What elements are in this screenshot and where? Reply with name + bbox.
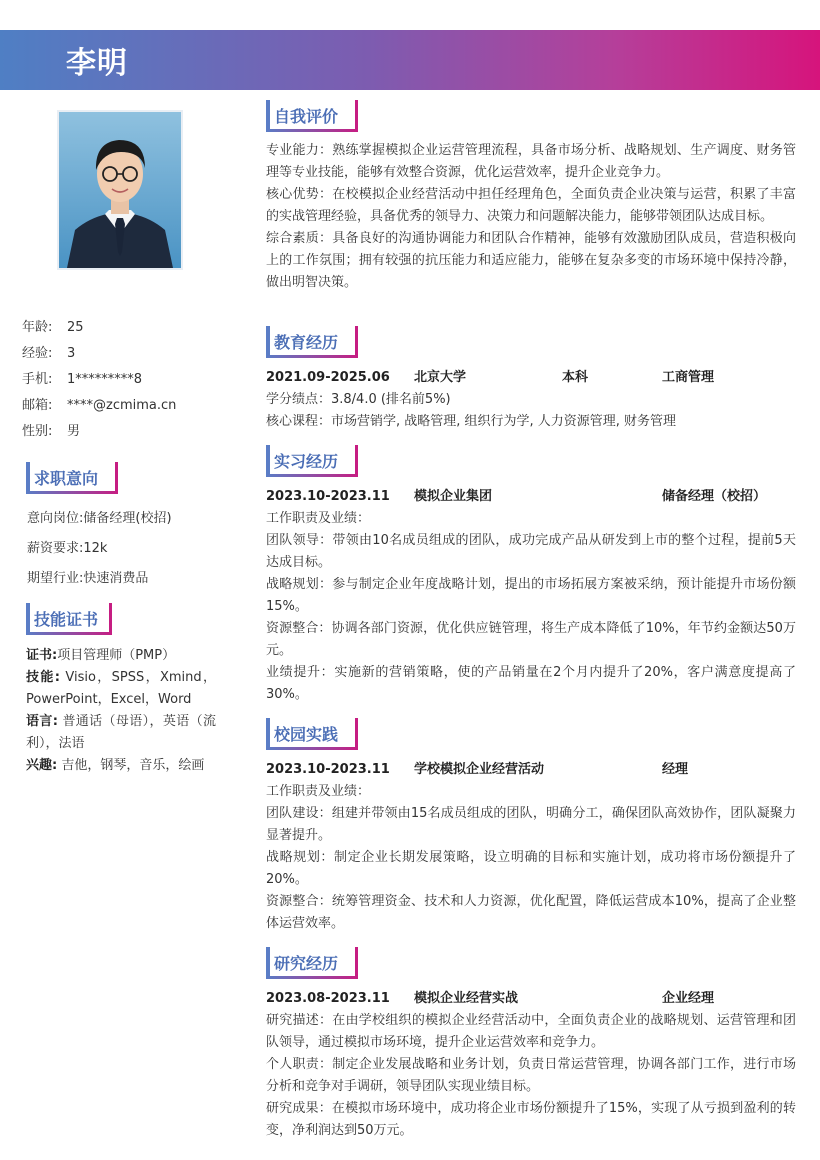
education-section-heading: [266, 326, 358, 362]
intent-value: 12k: [83, 541, 108, 556]
profile-row-email: [22, 398, 222, 424]
profile-value: 3: [67, 346, 76, 361]
internship-role: 储备经理（校招）: [662, 489, 767, 504]
profile-info: [22, 320, 222, 450]
internship-entry-header: [266, 486, 796, 508]
education-school: 北京大学: [414, 370, 467, 385]
skill-item-interest: [26, 755, 216, 777]
campus-detail: 战略规划：制定企业长期发展策略，设立明确的目标和实施计划，成功将市场份额提升了20%。: [266, 850, 796, 887]
skill-label: 语言:: [26, 714, 58, 729]
candidate-name: 李明: [66, 46, 128, 81]
campus-body: [266, 759, 796, 935]
profile-value: ****@zcmima.cn: [67, 398, 177, 413]
skill-item-certificate: [26, 645, 216, 667]
campus-date: 2023.10-2023.11: [266, 762, 390, 777]
profile-value: 男: [67, 424, 81, 439]
internship-section-heading: [266, 445, 358, 481]
profile-row-phone: [22, 372, 222, 398]
skill-item-skills: [26, 667, 216, 711]
profile-label: 性别:: [22, 424, 53, 439]
skills-title: 技能证书: [34, 610, 99, 629]
profile-row-age: [22, 320, 222, 346]
intent-row-industry: [27, 570, 172, 600]
header-banner: [0, 30, 820, 90]
intent-label: 意向岗位:: [27, 511, 84, 526]
self-eval-section-heading: [266, 100, 358, 136]
research-detail: 研究成果：在模拟市场环境中，成功将企业市场份额提升了15%，实现了从亏损到盈利的转变，净利润达到50万元。: [266, 1101, 796, 1138]
campus-role: 经理: [662, 762, 689, 777]
skill-value: Visio，SPSS，Xmind，PowerPoint，Excel，Word: [26, 670, 216, 707]
education-detail: 核心课程：市场营销学, 战略管理, 组织行为学, 人力资源管理, 财务管理: [266, 414, 677, 429]
skill-value: 普通话（母语），英语（流利），法语: [26, 714, 216, 751]
internship-detail: 团队领导：带领由10名成员组成的团队，成功完成产品从研发到上市的整个过程，提前5天达成目标。: [266, 533, 796, 570]
skill-label: 技能:: [26, 670, 60, 685]
skills-list: [26, 645, 216, 777]
skill-label: 证书:: [26, 648, 58, 663]
education-entry-header: [266, 367, 796, 389]
profile-photo: [57, 110, 183, 270]
internship-detail: 战略规划：参与制定企业年度战略计划，提出的市场拓展方案被采纳，预计能提升市场份额15%。: [266, 577, 796, 614]
research-role: 企业经理: [662, 991, 715, 1006]
self-eval-title: 自我评价: [274, 107, 339, 126]
self-eval-paragraph: 专业能力：熟练掌握模拟企业运营管理流程，具备市场分析、战略规划、生产调度、财务管理等专业技能，能够有效整合资源，优化运营效率，提升企业竞争力。: [266, 143, 796, 180]
intent-row-position: [27, 510, 172, 540]
education-date: 2021.09-2025.06: [266, 370, 390, 385]
internship-body: [266, 486, 796, 706]
intent-row-salary: [27, 540, 172, 570]
campus-detail: 资源整合：统筹管理资金、技术和人力资源，优化配置，降低运营成本10%，提高了企业整体运营效率。: [266, 894, 796, 931]
portrait-illustration: [59, 112, 181, 268]
research-detail: 个人职责：制定企业发展战略和业务计划，负责日常运营管理，协调各部门工作，进行市场分析和竞争对手调研，领导团队实现业绩目标。: [266, 1057, 796, 1094]
research-body: [266, 988, 796, 1142]
research-title: 研究经历: [274, 954, 339, 973]
education-degree: 本科: [562, 370, 589, 385]
profile-row-experience: [22, 346, 222, 372]
profile-label: 年龄:: [22, 320, 53, 335]
research-org: 模拟企业经营实战: [414, 991, 519, 1006]
internship-detail: 工作职责及业绩：: [266, 511, 371, 526]
intent-section-heading: [26, 462, 118, 494]
profile-label: 邮箱:: [22, 398, 53, 413]
education-major: 工商管理: [662, 370, 715, 385]
profile-value: 25: [67, 320, 84, 335]
internship-date: 2023.10-2023.11: [266, 489, 390, 504]
intent-value: 快速消费品: [83, 571, 149, 586]
internship-detail: 业绩提升：实施新的营销策略，使的产品销量在2个月内提升了20%，客户满意度提高了30%。: [266, 665, 796, 702]
profile-label: 经验:: [22, 346, 53, 361]
campus-detail: 团队建设：组建并带领由15名成员组成的团队，明确分工，确保团队高效协作，团队凝聚力显著提升。: [266, 806, 796, 843]
intent-title: 求职意向: [34, 469, 99, 488]
profile-row-gender: [22, 424, 222, 450]
self-eval-paragraph: 核心优势：在校模拟企业经营活动中担任经理角色，全面负责企业决策与运营，积累了丰富的实战管理经验，具备优秀的领导力、决策力和问题解决能力，能够带领团队达成目标。: [266, 187, 796, 224]
self-eval-body: [266, 140, 796, 294]
profile-label: 手机:: [22, 372, 53, 387]
intent-label: 期望行业:: [27, 571, 84, 586]
campus-section-heading: [266, 718, 358, 754]
campus-detail: 工作职责及业绩：: [266, 784, 371, 799]
research-entry-header: [266, 988, 796, 1010]
internship-org: 模拟企业集团: [414, 489, 493, 504]
campus-title: 校园实践: [274, 725, 339, 744]
internship-detail: 资源整合：协调各部门资源，优化供应链管理，将生产成本降低了10%，年节约金额达50万元。: [266, 621, 796, 658]
research-date: 2023.08-2023.11: [266, 991, 390, 1006]
education-title: 教育经历: [274, 333, 339, 352]
skill-value: 项目管理师（PMP）: [57, 648, 176, 663]
self-eval-paragraph: 综合素质：具备良好的沟通协调能力和团队合作精神，能够有效激励团队成员，营造积极向上的工作氛围；拥有较强的抗压能力和适应能力，能够在复杂多变的市场环境中保持冷静，做出明智决策。: [266, 231, 796, 290]
campus-entry-header: [266, 759, 796, 781]
education-detail: 学分绩点：3.8/4.0 (排名前5%): [266, 392, 451, 407]
skill-value: 吉他，钢琴，音乐，绘画: [57, 758, 205, 773]
intent-label: 薪资要求:: [27, 541, 84, 556]
skill-item-language: [26, 711, 216, 755]
internship-title: 实习经历: [274, 452, 339, 471]
campus-org: 学校模拟企业经营活动: [414, 762, 545, 777]
research-detail: 研究描述：在由学校组织的模拟企业经营活动中，全面负责企业的战略规划、运营管理和团队领导，通过模拟市场环境，提升企业运营效率和竞争力。: [266, 1013, 796, 1050]
skill-label: 兴趣:: [26, 758, 58, 773]
education-body: [266, 367, 796, 433]
intent-list: [27, 510, 172, 600]
research-section-heading: [266, 947, 358, 983]
skills-section-heading: [26, 603, 112, 635]
profile-value: 1*********8: [67, 372, 143, 387]
intent-value: 储备经理(校招): [83, 511, 172, 526]
